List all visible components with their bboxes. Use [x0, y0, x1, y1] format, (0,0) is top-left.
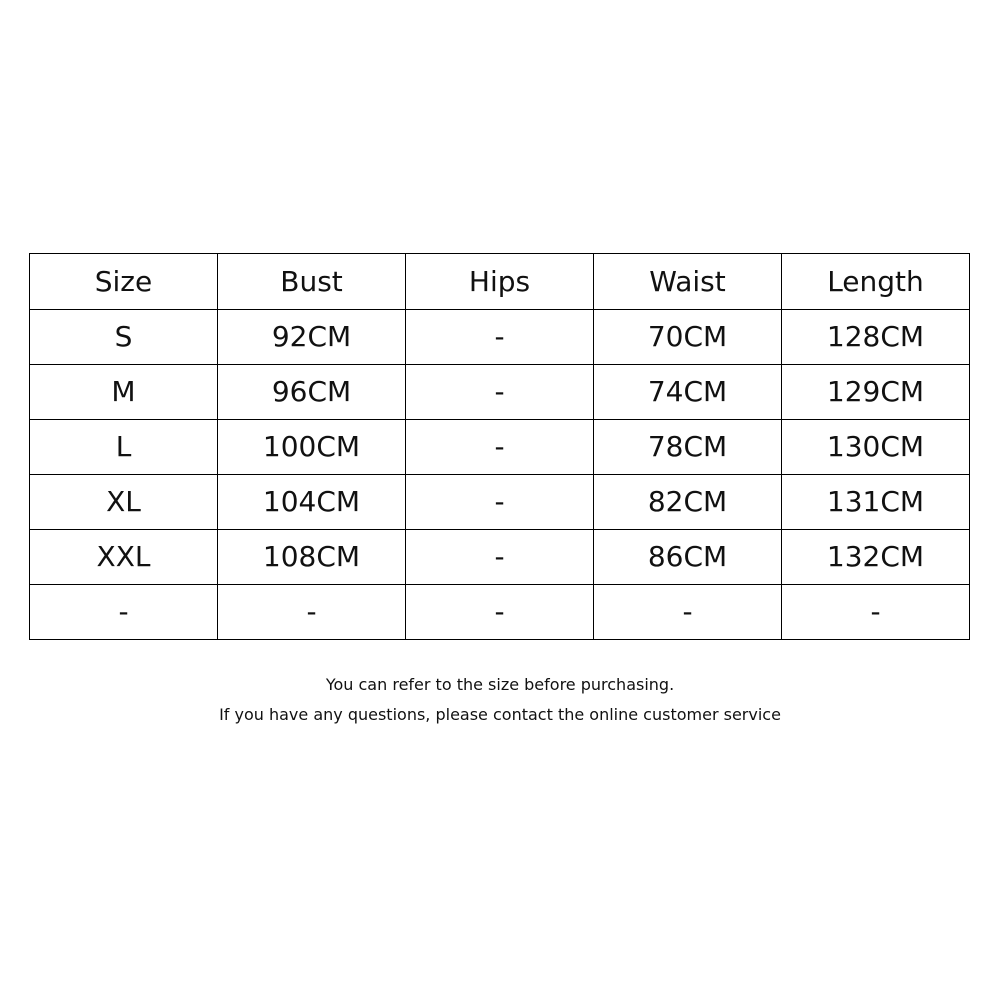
- table-row: [30, 420, 970, 475]
- cell-size: S: [30, 310, 218, 365]
- cell-waist: -: [594, 585, 782, 640]
- cell-size: M: [30, 365, 218, 420]
- cell-bust: 108CM: [218, 530, 406, 585]
- customer-service-note: If you have any questions, please contact the online customer service: [219, 705, 781, 724]
- cell-length: 128CM: [782, 310, 970, 365]
- cell-length: 130CM: [782, 420, 970, 475]
- cell-bust: 96CM: [218, 365, 406, 420]
- table-row: [30, 310, 970, 365]
- cell-length: 132CM: [782, 530, 970, 585]
- cell-hips: -: [406, 365, 594, 420]
- cell-hips: -: [406, 420, 594, 475]
- header-bust: Bust: [218, 254, 406, 310]
- cell-waist: 74CM: [594, 365, 782, 420]
- cell-size: XL: [30, 475, 218, 530]
- cell-waist: 82CM: [594, 475, 782, 530]
- cell-waist: 78CM: [594, 420, 782, 475]
- size-chart-table: [29, 253, 970, 640]
- cell-bust: 104CM: [218, 475, 406, 530]
- header-size: Size: [30, 254, 218, 310]
- cell-bust: 92CM: [218, 310, 406, 365]
- table-row: [30, 365, 970, 420]
- cell-length: -: [782, 585, 970, 640]
- cell-waist: 70CM: [594, 310, 782, 365]
- header-waist: Waist: [594, 254, 782, 310]
- table-row: [30, 585, 970, 640]
- table-row: [30, 475, 970, 530]
- table-row: [30, 530, 970, 585]
- cell-hips: -: [406, 530, 594, 585]
- cell-size: XXL: [30, 530, 218, 585]
- cell-size: -: [30, 585, 218, 640]
- table-header-row: [30, 254, 970, 310]
- size-reference-note: You can refer to the size before purchasing.: [325, 675, 675, 694]
- cell-hips: -: [406, 475, 594, 530]
- cell-bust: 100CM: [218, 420, 406, 475]
- header-hips: Hips: [406, 254, 594, 310]
- cell-length: 129CM: [782, 365, 970, 420]
- cell-hips: -: [406, 310, 594, 365]
- header-length: Length: [782, 254, 970, 310]
- cell-waist: 86CM: [594, 530, 782, 585]
- cell-hips: -: [406, 585, 594, 640]
- cell-length: 131CM: [782, 475, 970, 530]
- cell-bust: -: [218, 585, 406, 640]
- cell-size: L: [30, 420, 218, 475]
